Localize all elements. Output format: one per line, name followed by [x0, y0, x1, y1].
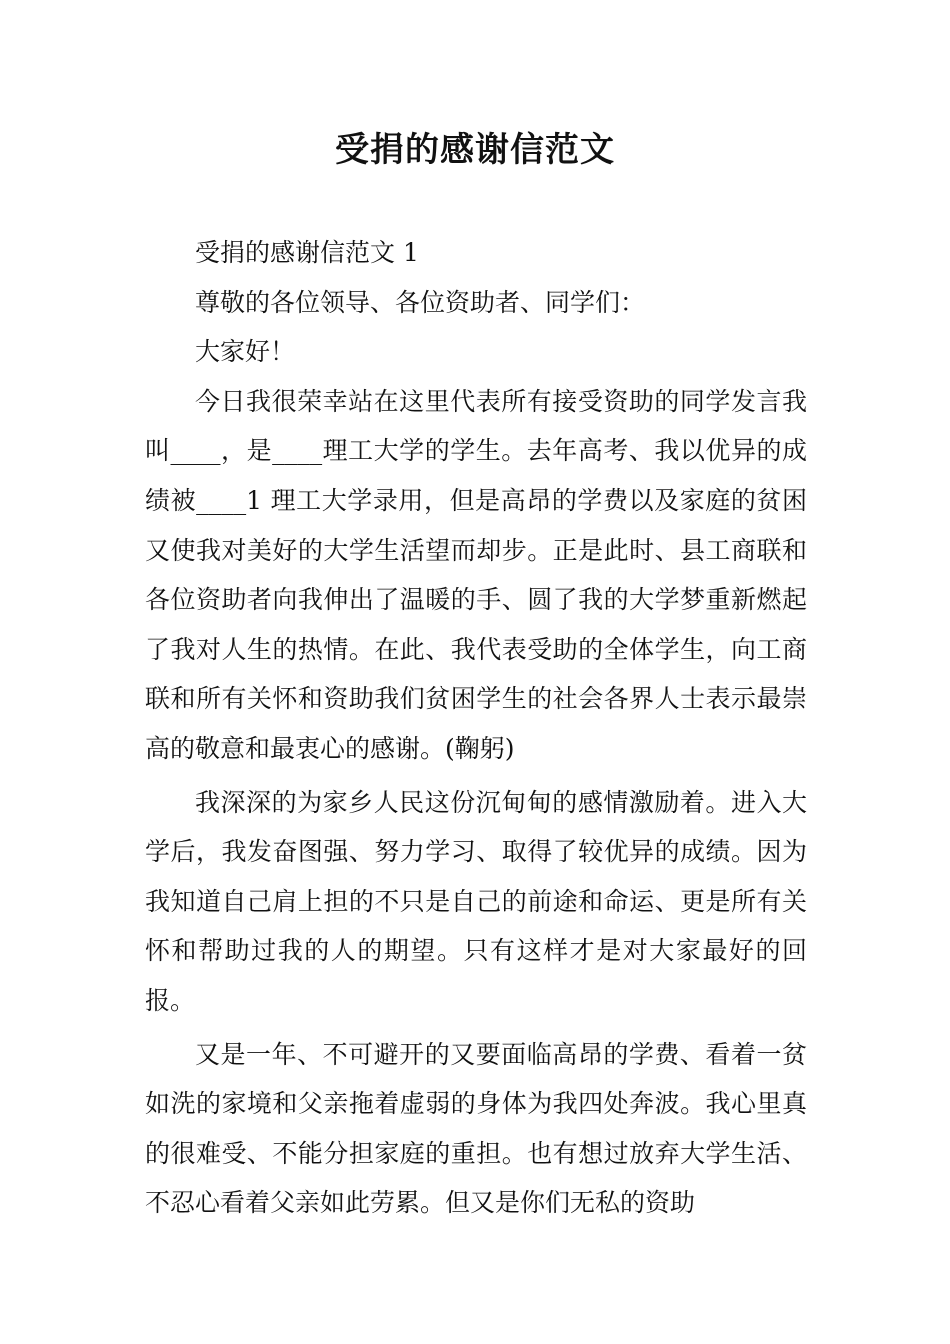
body-paragraph: 今日我很荣幸站在这里代表所有接受资助的同学发言我叫____，是____理工大学的学生。去年高考、我以优异的成绩被____1 理工大学录用，但是高昂的学费以及家庭的贫困又使我对美好的大学生活望而却步。正是此时、县工商联和各位资助者向我伸出了温暖的手、圆了我的大学梦重新燃起了我对人生的热情。在此、我代表受助的全体学生，向工商联和所有关怀和资助我们贫困学生的社会各界人士表示最崇高的敬意和最衷心的感谢。(鞠躬) — [145, 386, 807, 763]
section-heading: 受捐的感谢信范文 1 — [195, 238, 419, 267]
document-body — [145, 228, 807, 1228]
salutation: 尊敬的各位领导、各位资助者、同学们： — [195, 287, 646, 317]
body-paragraph: 又是一年、不可避开的又要面临高昂的学费、看着一贫如洗的家境和父亲拖着虚弱的身体为我四处奔波。我心里真的很难受、不能分担家庭的重担。也有想过放弃大学生活、不忍心看着父亲如此劳累。但又是你们无私的资助 — [145, 1039, 807, 1218]
body-paragraph: 我深深的为家乡人民这份沉甸甸的感情激励着。进入大学后，我发奋图强、努力学习、取得了较优异的成绩。因为我知道自己肩上担的不只是自己的前途和命运、更是所有关怀和帮助过我的人的期望。只有这样才是对大家最好的回报。 — [145, 787, 807, 1015]
greeting: 大家好！ — [195, 337, 296, 367]
document-title: 受捐的感谢信范文 — [335, 130, 615, 170]
